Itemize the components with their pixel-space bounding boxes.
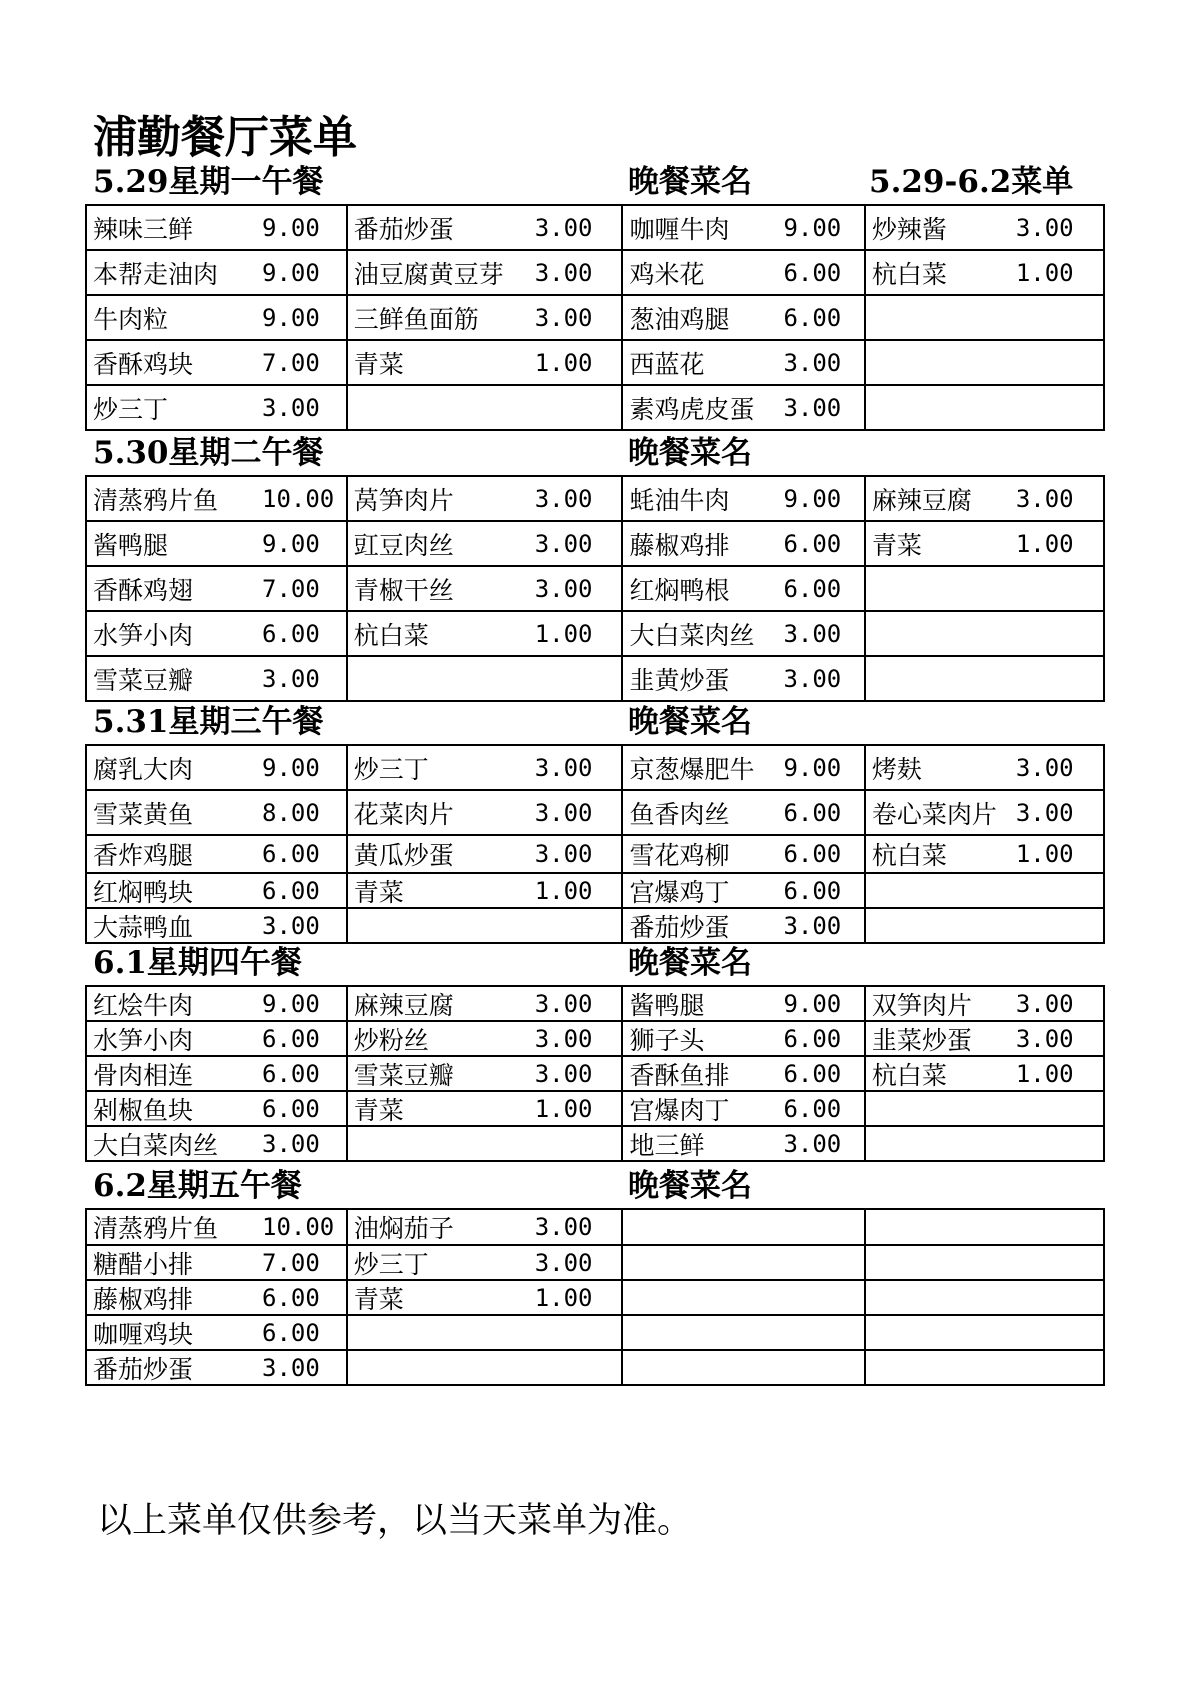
dish-name: 葱油鸡腿 <box>629 304 730 334</box>
dish-name: 韭黄炒蛋 <box>629 665 730 695</box>
table-row <box>86 295 1104 340</box>
lunch-label: 5.31星期三午餐 <box>93 704 324 740</box>
dish-name: 花菜肉片 <box>353 799 454 829</box>
menu-table <box>85 475 1105 702</box>
lunch-label: 5.29星期一午餐 <box>93 164 324 200</box>
menu-cell <box>347 1091 623 1126</box>
table-row <box>86 521 1104 566</box>
menu-cell <box>622 1350 864 1385</box>
dish-price: 1.00 <box>534 1283 593 1312</box>
table-row <box>86 1245 1104 1280</box>
menu-cell <box>865 1280 1104 1315</box>
table-row <box>86 385 1104 430</box>
menu-cell <box>347 205 623 250</box>
dish-name: 香酥鸡块 <box>93 349 194 379</box>
dish-name: 香炸鸡腿 <box>93 841 194 870</box>
menu-cell <box>347 1209 623 1245</box>
dish-price: 1.00 <box>534 876 593 905</box>
table-row <box>86 340 1104 385</box>
dish-name: 鱼香肉丝 <box>629 799 730 829</box>
dish-name: 麻辣豆腐 <box>353 990 454 1020</box>
menu-cell <box>865 835 1104 873</box>
dish-name: 香酥鸡翅 <box>93 575 194 605</box>
table-row <box>86 1021 1104 1056</box>
dinner-label: 晚餐菜名 <box>628 435 752 471</box>
dish-price: 3.00 <box>262 664 320 693</box>
menu-cell <box>86 1350 347 1385</box>
menu-cell <box>865 340 1104 385</box>
menu-cell <box>622 1056 864 1091</box>
dish-name: 青菜 <box>353 1095 404 1125</box>
menu-cell <box>86 476 347 521</box>
dish-price: 3.00 <box>534 798 593 827</box>
dish-price: 3.00 <box>534 213 593 242</box>
dish-price: 3.00 <box>534 484 593 513</box>
dish-name: 炒三丁 <box>353 1249 429 1279</box>
dish-price: 3.00 <box>262 911 320 940</box>
menu-cell <box>622 656 864 701</box>
dish-name: 藤椒鸡排 <box>629 530 730 560</box>
dish-name: 莴笋肉片 <box>353 485 454 515</box>
menu-cell <box>347 566 623 611</box>
dish-price: 3.00 <box>534 258 593 287</box>
menu-cell <box>622 250 864 295</box>
dish-name: 糖醋小排 <box>93 1249 194 1279</box>
section-header <box>85 156 1105 204</box>
table-row <box>86 611 1104 656</box>
menu-cell <box>865 873 1104 908</box>
lunch-label: 6.2星期五午餐 <box>93 1168 302 1204</box>
dish-name: 豇豆肉丝 <box>353 530 454 560</box>
menu-cell <box>865 476 1104 521</box>
menu-cell <box>622 986 864 1021</box>
dish-name: 本帮走油肉 <box>93 259 219 289</box>
table-row <box>86 656 1104 701</box>
menu-cell <box>86 1209 347 1245</box>
dish-price: 3.00 <box>262 1129 320 1158</box>
dish-price: 6.00 <box>783 1094 842 1123</box>
dish-name: 青椒干丝 <box>353 575 454 605</box>
table-row <box>86 476 1104 521</box>
menu-cell <box>347 1126 623 1161</box>
dish-price: 3.00 <box>1015 213 1074 242</box>
menu-cell <box>622 790 864 835</box>
menu-cell <box>622 1280 864 1315</box>
menu-cell <box>865 566 1104 611</box>
dish-price: 3.00 <box>783 911 842 940</box>
menu-cell <box>86 656 347 701</box>
dish-name: 水笋小肉 <box>93 1025 194 1055</box>
dish-name: 剁椒鱼块 <box>93 1095 194 1125</box>
dish-price: 10.00 <box>262 484 335 513</box>
dish-name: 清蒸鸦片鱼 <box>93 485 219 515</box>
dish-name: 油豆腐黄豆芽 <box>353 259 504 289</box>
table-row <box>86 1315 1104 1350</box>
table-row <box>86 790 1104 835</box>
dish-name: 红烩牛肉 <box>93 990 194 1020</box>
menu-cell <box>622 835 864 873</box>
dish-name: 狮子头 <box>629 1025 705 1055</box>
dish-price: 6.00 <box>783 529 842 558</box>
menu-cell <box>865 1315 1104 1350</box>
dish-name: 杭白菜 <box>871 841 947 870</box>
dish-name: 黄瓜炒蛋 <box>353 841 454 870</box>
menu-cell <box>622 611 864 656</box>
menu-cell <box>86 1245 347 1280</box>
menu-cell <box>865 1126 1104 1161</box>
dish-price: 6.00 <box>262 1318 320 1347</box>
menu-range-label: 5.29-6.2菜单 <box>869 164 1074 200</box>
menu-cell <box>347 1280 623 1315</box>
dish-name: 青菜 <box>353 877 404 907</box>
table-row <box>86 205 1104 250</box>
menu-cell <box>622 1209 864 1245</box>
dish-price: 9.00 <box>262 989 320 1018</box>
menu-cell <box>622 1315 864 1350</box>
dinner-label: 晚餐菜名 <box>628 164 752 200</box>
dish-price: 6.00 <box>783 258 842 287</box>
day-section <box>85 156 1105 431</box>
menu-cell <box>865 205 1104 250</box>
dish-name: 炒粉丝 <box>353 1025 429 1055</box>
dish-price: 6.00 <box>262 1094 320 1123</box>
menu-cell <box>622 340 864 385</box>
dish-price: 6.00 <box>262 1283 320 1312</box>
menu-cell <box>865 656 1104 701</box>
menu-cell <box>86 1056 347 1091</box>
dish-name: 韭菜炒蛋 <box>871 1025 972 1055</box>
table-row <box>86 1056 1104 1091</box>
dish-name: 牛肉粒 <box>93 304 169 334</box>
page-title: 浦勤餐厅菜单 <box>93 112 357 163</box>
dish-name: 红焖鸭块 <box>93 877 194 907</box>
dish-name: 油焖茄子 <box>353 1214 454 1243</box>
menu-cell <box>347 1056 623 1091</box>
dish-price: 9.00 <box>262 258 320 287</box>
dish-name: 番茄炒蛋 <box>353 214 454 244</box>
menu-cell <box>86 1021 347 1056</box>
dish-price: 1.00 <box>1015 1059 1074 1088</box>
dish-name: 烤麸 <box>871 754 922 784</box>
dish-price: 3.00 <box>1015 753 1074 782</box>
dinner-label: 晚餐菜名 <box>628 945 752 981</box>
dish-name: 红焖鸭根 <box>629 575 730 605</box>
dish-name: 卷心菜肉片 <box>871 799 997 829</box>
menu-cell <box>86 1126 347 1161</box>
dish-name: 西蓝花 <box>629 349 705 379</box>
dish-name: 咖喱牛肉 <box>629 214 730 244</box>
dish-name: 双笋肉片 <box>871 990 972 1020</box>
dish-name: 鸡米花 <box>629 259 705 289</box>
dish-price: 9.00 <box>783 213 842 242</box>
dish-price: 10.00 <box>262 1213 335 1241</box>
menu-table <box>85 1208 1105 1386</box>
menu-cell <box>865 790 1104 835</box>
table-row <box>86 1209 1104 1245</box>
dish-price: 3.00 <box>534 989 593 1018</box>
dish-name: 清蒸鸦片鱼 <box>93 1214 219 1243</box>
menu-cell <box>865 1091 1104 1126</box>
menu-cell <box>622 1091 864 1126</box>
menu-cell <box>865 250 1104 295</box>
dish-price: 9.00 <box>262 213 320 242</box>
menu-cell <box>622 385 864 430</box>
dish-name: 咖喱鸡块 <box>93 1319 194 1349</box>
menu-cell <box>865 745 1104 790</box>
lunch-label: 5.30星期二午餐 <box>93 435 324 471</box>
menu-cell <box>347 656 623 701</box>
dish-price: 3.00 <box>534 1024 593 1053</box>
menu-cell <box>86 835 347 873</box>
menu-cell <box>865 1245 1104 1280</box>
dish-name: 杭白菜 <box>871 1060 947 1090</box>
dish-price: 1.00 <box>1015 840 1074 868</box>
dish-price: 1.00 <box>1015 258 1074 287</box>
section-header <box>85 937 1105 985</box>
dish-price: 3.00 <box>534 1248 593 1277</box>
dish-name: 骨肉相连 <box>93 1060 194 1090</box>
dish-name: 酱鸭腿 <box>93 530 169 560</box>
dish-price: 3.00 <box>262 1353 320 1382</box>
dish-price: 7.00 <box>262 348 320 377</box>
dish-name: 雪菜黄鱼 <box>93 799 194 829</box>
day-section <box>85 1160 1105 1386</box>
dish-name: 雪菜豆瓣 <box>353 1060 454 1090</box>
menu-cell <box>86 1280 347 1315</box>
table-row <box>86 1350 1104 1385</box>
dish-price: 3.00 <box>534 1213 593 1241</box>
section-header <box>85 696 1105 744</box>
menu-table <box>85 744 1105 944</box>
day-section <box>85 937 1105 1162</box>
dish-name: 杭白菜 <box>871 259 947 289</box>
menu-cell <box>865 1056 1104 1091</box>
dish-name: 青菜 <box>353 349 404 379</box>
table-row <box>86 250 1104 295</box>
dish-price: 3.00 <box>534 303 593 332</box>
table-row <box>86 1091 1104 1126</box>
dish-name: 大白菜肉丝 <box>629 620 755 650</box>
dish-name: 蚝油牛肉 <box>629 485 730 515</box>
table-row <box>86 986 1104 1021</box>
dish-name: 麻辣豆腐 <box>871 485 972 515</box>
dinner-label: 晚餐菜名 <box>628 704 752 740</box>
menu-cell <box>622 476 864 521</box>
dish-price: 6.00 <box>262 1059 320 1088</box>
menu-cell <box>86 521 347 566</box>
table-row <box>86 873 1104 908</box>
dish-price: 1.00 <box>534 348 593 377</box>
dish-price: 6.00 <box>262 840 320 868</box>
menu-cell <box>622 1126 864 1161</box>
menu-table <box>85 204 1105 431</box>
dish-price: 3.00 <box>1015 798 1074 827</box>
menu-cell <box>347 250 623 295</box>
menu-cell <box>86 1315 347 1350</box>
menu-cell <box>86 986 347 1021</box>
dish-price: 6.00 <box>262 1024 320 1053</box>
menu-cell <box>347 745 623 790</box>
menu-cell <box>622 566 864 611</box>
dish-name: 炒辣酱 <box>871 214 947 244</box>
day-section <box>85 696 1105 944</box>
table-row <box>86 835 1104 873</box>
dish-price: 3.00 <box>783 393 842 422</box>
dish-price: 9.00 <box>262 303 320 332</box>
menu-cell <box>865 1209 1104 1245</box>
menu-cell <box>622 521 864 566</box>
dish-price: 8.00 <box>262 798 320 827</box>
menu-cell <box>865 295 1104 340</box>
footer-note: 以上菜单仅供参考，以当天菜单为准。 <box>97 1501 693 1541</box>
table-row <box>86 566 1104 611</box>
dish-name: 宫爆肉丁 <box>629 1095 730 1125</box>
dish-price: 7.00 <box>262 574 320 603</box>
dish-name: 雪菜豆瓣 <box>93 665 194 695</box>
menu-cell <box>865 986 1104 1021</box>
menu-cell <box>865 1350 1104 1385</box>
dish-name: 番茄炒蛋 <box>93 1354 194 1384</box>
dish-price: 9.00 <box>262 753 320 782</box>
dish-price: 6.00 <box>262 876 320 905</box>
dish-price: 3.00 <box>1015 1024 1074 1053</box>
menu-cell <box>347 295 623 340</box>
dish-price: 3.00 <box>1015 989 1074 1018</box>
menu-cell <box>622 205 864 250</box>
dish-price: 3.00 <box>783 348 842 377</box>
dish-price: 7.00 <box>262 1248 320 1277</box>
dish-name: 大蒜鸭血 <box>93 912 194 942</box>
dish-price: 9.00 <box>783 989 842 1018</box>
dish-price: 3.00 <box>783 619 842 648</box>
menu-cell <box>86 295 347 340</box>
dish-name: 番茄炒蛋 <box>629 912 730 942</box>
dish-name: 炒三丁 <box>93 394 169 424</box>
menu-cell <box>86 566 347 611</box>
dish-price: 3.00 <box>783 1129 842 1158</box>
dish-price: 9.00 <box>783 753 842 782</box>
table-row <box>86 1280 1104 1315</box>
dish-name: 大白菜肉丝 <box>93 1130 219 1160</box>
dish-name: 杭白菜 <box>353 620 429 650</box>
menu-cell <box>347 1350 623 1385</box>
menu-cell <box>347 790 623 835</box>
menu-cell <box>347 340 623 385</box>
dish-price: 9.00 <box>783 484 842 513</box>
section-header <box>85 1160 1105 1208</box>
dish-name: 水笋小肉 <box>93 620 194 650</box>
menu-cell <box>347 986 623 1021</box>
menu-cell <box>86 873 347 908</box>
dish-price: 3.00 <box>783 664 842 693</box>
menu-cell <box>86 1091 347 1126</box>
menu-cell <box>347 1315 623 1350</box>
section-header <box>85 427 1105 475</box>
dish-name: 京葱爆肥牛 <box>629 754 755 784</box>
menu-cell <box>347 835 623 873</box>
dish-name: 辣味三鲜 <box>93 214 194 244</box>
menu-cell <box>622 1021 864 1056</box>
table-row <box>86 1126 1104 1161</box>
dish-price: 6.00 <box>262 619 320 648</box>
menu-cell <box>86 745 347 790</box>
dish-name: 腐乳大肉 <box>93 754 194 784</box>
dish-name: 地三鲜 <box>629 1130 705 1160</box>
dish-price: 1.00 <box>534 1094 593 1123</box>
menu-cell <box>347 611 623 656</box>
dish-name: 素鸡虎皮蛋 <box>629 394 755 424</box>
dish-price: 6.00 <box>783 1024 842 1053</box>
menu-cell <box>865 611 1104 656</box>
dish-price: 6.00 <box>783 303 842 332</box>
menu-cell <box>86 205 347 250</box>
lunch-label: 6.1星期四午餐 <box>93 945 302 981</box>
dish-price: 3.00 <box>534 1059 593 1088</box>
dinner-label: 晚餐菜名 <box>628 1168 752 1204</box>
dish-name: 青菜 <box>871 530 922 560</box>
menu-cell <box>86 385 347 430</box>
dish-price: 3.00 <box>1015 484 1074 513</box>
menu-cell <box>86 340 347 385</box>
dish-name: 藤椒鸡排 <box>93 1284 194 1314</box>
menu-cell <box>347 873 623 908</box>
menu-cell <box>347 476 623 521</box>
dish-price: 6.00 <box>783 574 842 603</box>
dish-price: 6.00 <box>783 798 842 827</box>
dish-name: 雪花鸡柳 <box>629 841 730 870</box>
dish-price: 6.00 <box>783 840 842 868</box>
menu-cell <box>622 295 864 340</box>
menu-cell <box>865 385 1104 430</box>
dish-price: 3.00 <box>534 574 593 603</box>
dish-price: 3.00 <box>262 393 320 422</box>
dish-name: 宫爆鸡丁 <box>629 877 730 907</box>
dish-price: 9.00 <box>262 529 320 558</box>
dish-name: 青菜 <box>353 1284 404 1314</box>
dish-price: 6.00 <box>783 1059 842 1088</box>
menu-cell <box>86 611 347 656</box>
dish-price: 1.00 <box>1015 529 1074 558</box>
menu-table <box>85 985 1105 1162</box>
menu-cell <box>347 1245 623 1280</box>
menu-cell <box>86 250 347 295</box>
dish-name: 炒三丁 <box>353 754 429 784</box>
menu-cell <box>622 873 864 908</box>
dish-price: 3.00 <box>534 753 593 782</box>
dish-price: 6.00 <box>783 876 842 905</box>
menu-cell <box>865 521 1104 566</box>
table-row <box>86 745 1104 790</box>
dish-name: 三鲜鱼面筋 <box>353 304 479 334</box>
menu-cell <box>347 1021 623 1056</box>
menu-cell <box>347 385 623 430</box>
dish-name: 香酥鱼排 <box>629 1060 730 1090</box>
menu-cell <box>622 1245 864 1280</box>
menu-cell <box>347 521 623 566</box>
dish-price: 3.00 <box>534 529 593 558</box>
menu-cell <box>622 745 864 790</box>
day-section <box>85 427 1105 702</box>
menu-cell <box>865 1021 1104 1056</box>
dish-price: 3.00 <box>534 840 593 868</box>
menu-cell <box>86 790 347 835</box>
dish-name: 酱鸭腿 <box>629 990 705 1020</box>
dish-price: 1.00 <box>534 619 593 648</box>
